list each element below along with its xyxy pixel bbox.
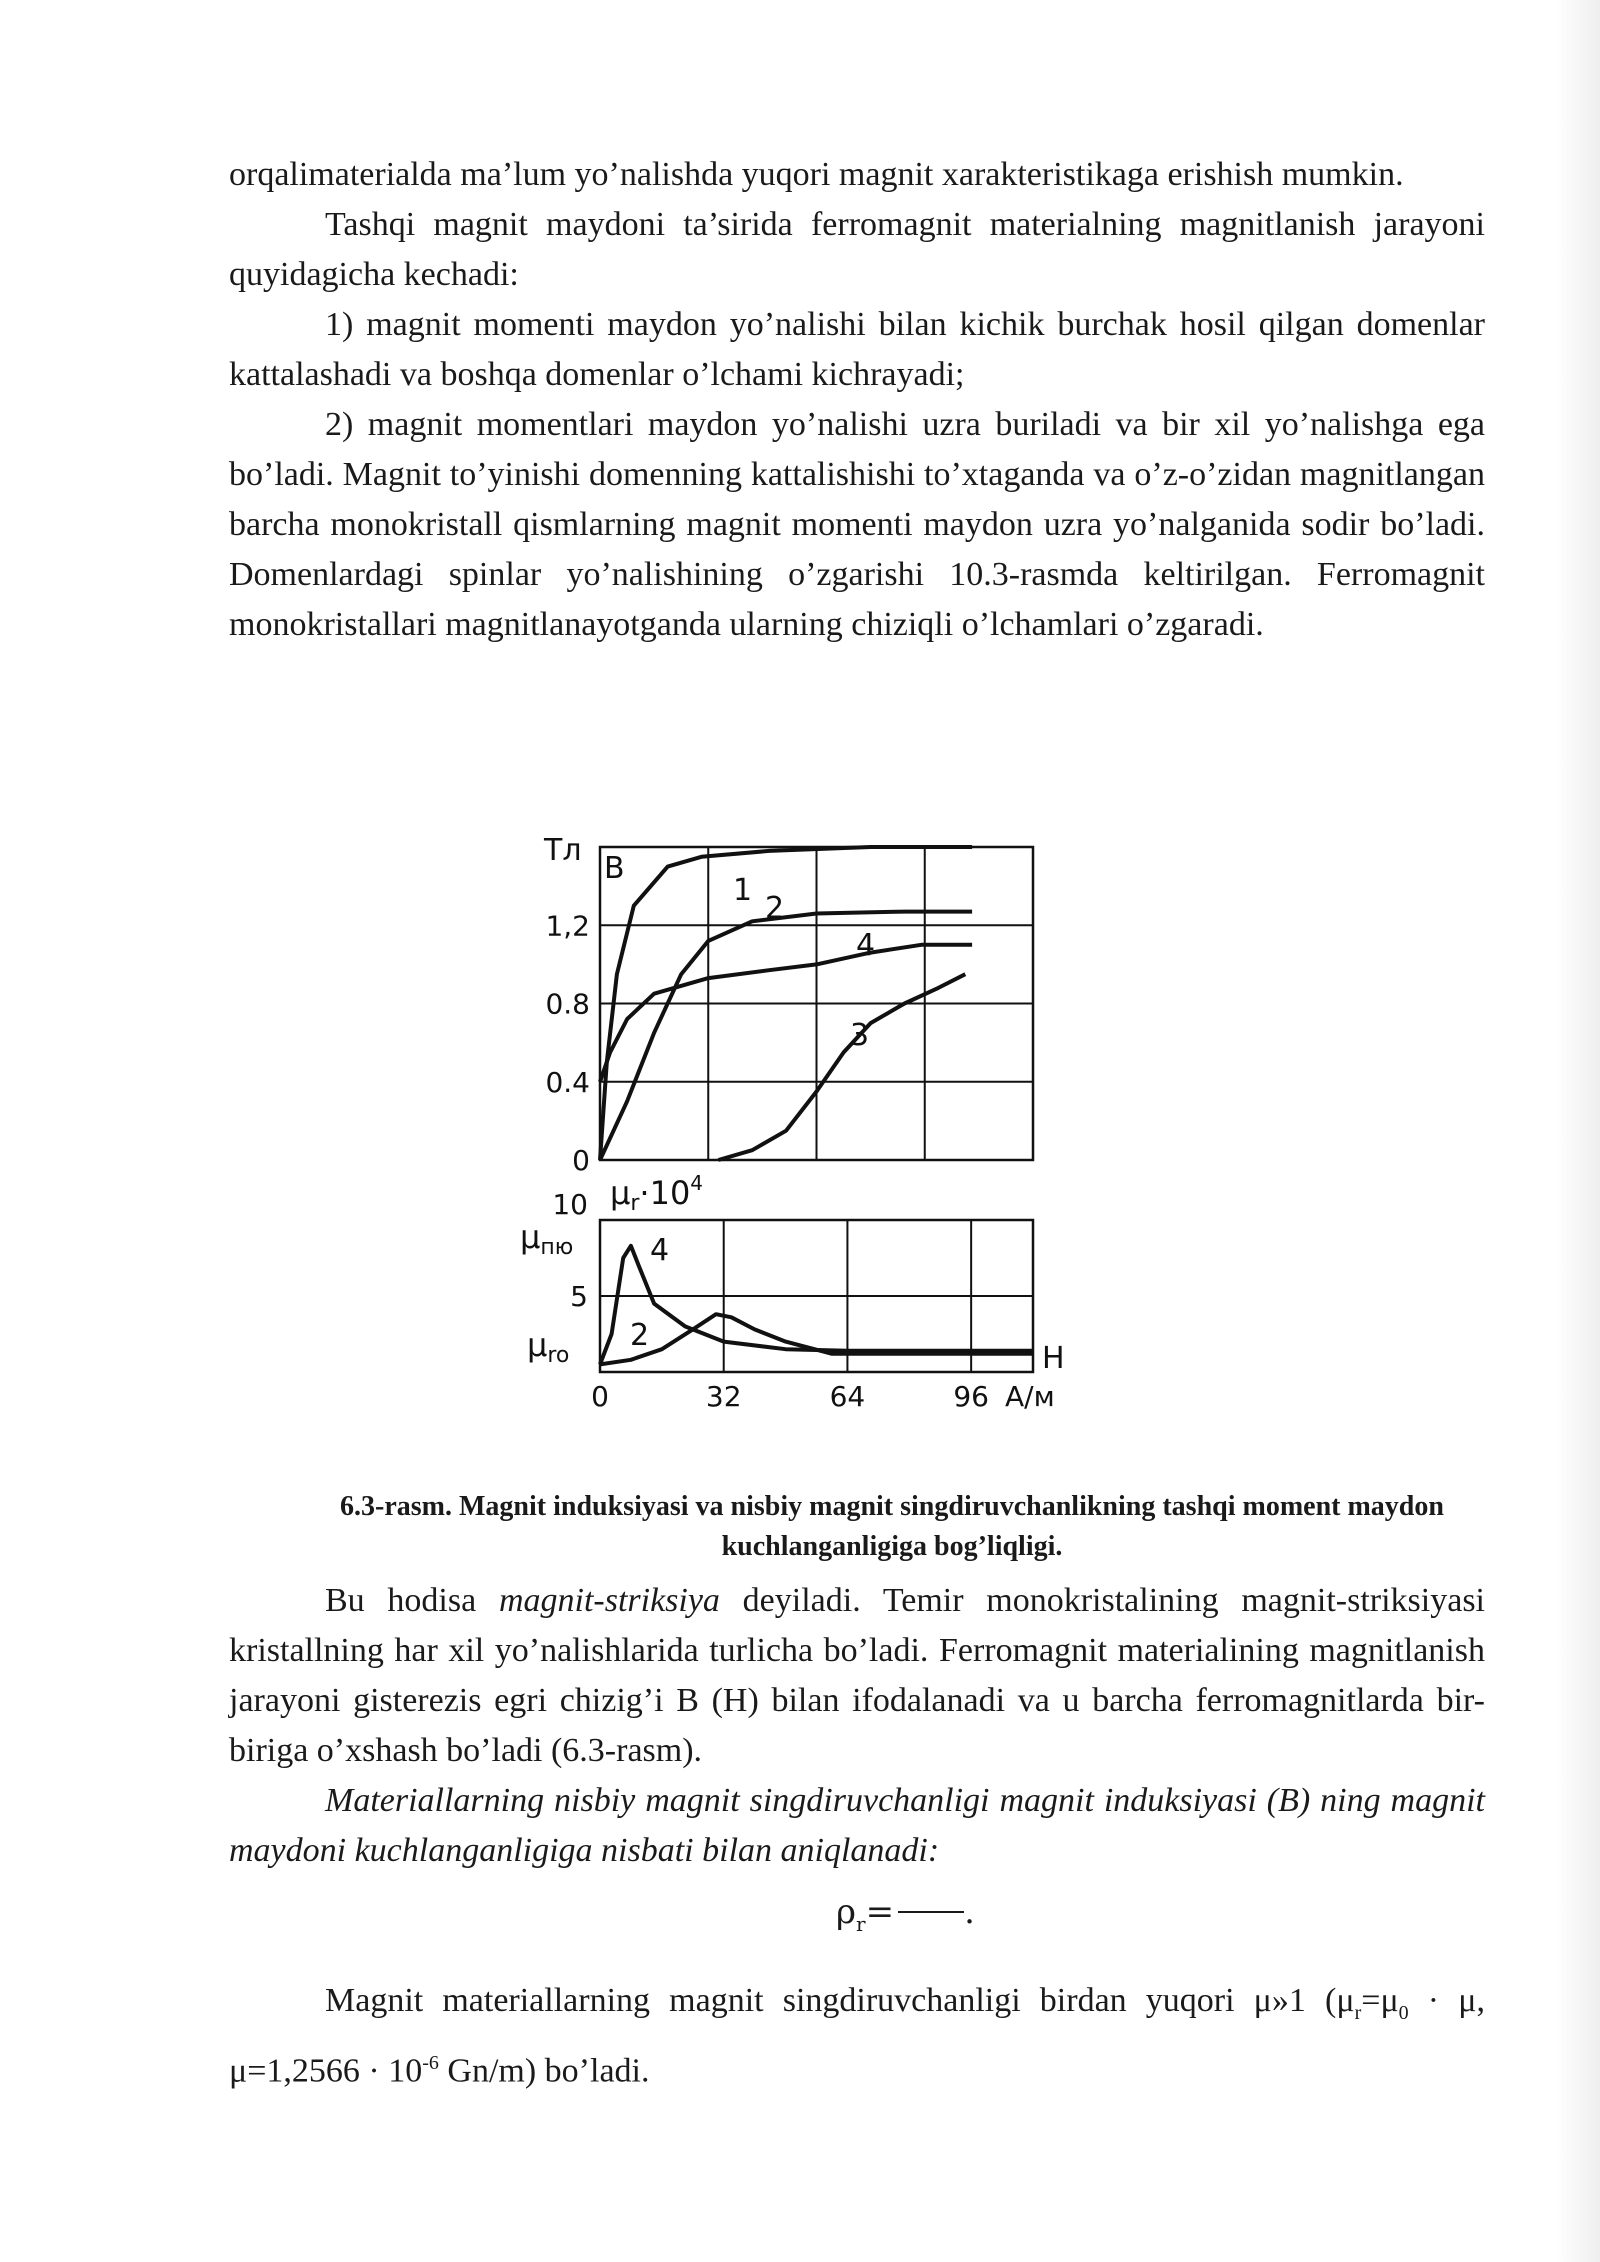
curve-label-2: 2	[765, 891, 785, 926]
paragraph-7: Magnit materiallarning magnit singdiruvchanligi birdan yuqori μ»1 ($\mu_r=\mu_0 \cdot \mu$, $\mu=1,2566 \cdot 10^{-6}$ Gn/m) bo’ladi.	[229, 1982, 1485, 2090]
upper-curve-2	[600, 912, 972, 1160]
paragraph-6: Materiallarning nisbiy magnit singdiruvchanligi magnit induksiyasi (B) ning magnit maydoni kuchlanganligiga nisbati bilan aniqlanadi:	[229, 1782, 1485, 1869]
figure-caption: 6.3-rasm. Magnit induksiyasi va nisbiy magnit singdiruvchanlikning tashqi moment maydon kuchlanganligiga bog’liqligi.	[340, 1491, 1444, 1562]
mu-r-label: $\mu r\cdot 10^4$	[610, 1171, 704, 1216]
lower-x-tick-label: 64	[829, 1380, 866, 1413]
h-unit-label: А/м	[1005, 1380, 1055, 1413]
lower-y-tick-label: 5	[570, 1280, 588, 1313]
lower-x-tick-label: 0	[591, 1380, 609, 1413]
lower-curve-label-2: 2	[630, 1318, 650, 1353]
upper-y-tick-label: 0.8	[545, 987, 590, 1021]
curve-label-3: 3	[850, 1018, 870, 1053]
h-axis-label: H	[1042, 1341, 1065, 1376]
mu-max-label: μпю	[520, 1218, 574, 1260]
paragraph-4: 2) magnit momentlari maydon yo’nalishi uzra buriladi va bir xil yo’nalishga ega bo’ladi. Magnit to’yinishi domenning kattalishishi to’xtaganda va o’z-o’zidan magnitlangan barcha monokristall qismlarning magnit momenti maydon uzra yo’nalganida sodir bo’ladi. Domenlardagi spinlar yo’nalishining o’zgarishi 10.3-rasmda keltirilgan. Ferromagnit monokristallari magnitlanayotganda ularning chiziqli o’lchamlari o’zgaradi.	[229, 406, 1485, 643]
lower-curve-2	[600, 1314, 1033, 1364]
upper-quantity-label: B	[604, 851, 625, 886]
permeability-formula: $\rho_r=$ .	[836, 1892, 975, 1936]
lower-x-tick-label: 96	[953, 1380, 989, 1413]
curve-label-4: 4	[856, 928, 876, 963]
upper-y-tick-label: 0	[572, 1144, 590, 1177]
lower-curve-label-4: 4	[650, 1233, 670, 1268]
upper-y-tick-label: 0.4	[545, 1065, 590, 1099]
top-text-block	[229, 150, 1485, 650]
lower-x-tick-label: 32	[705, 1380, 742, 1413]
fraction-line	[898, 1911, 964, 1913]
paragraph-5: Bu hodisa magnit-striksiya deyiladi. Temir monokristalining magnit-striksiyasi kristallning har xil yo’nalishlarida turlicha bo’ladi. Ferromagnit materialining magnitlanish jarayoni gisterezis egri chizig’i B (H) bilan ifodalanadi va u barcha ferromagnitlarda bir-biriga o’xshash bo’ladi (6.3-rasm).	[229, 1582, 1486, 1769]
figure-magnetization-curves	[500, 820, 1100, 1420]
lower-chart-grid	[552, 1188, 1033, 1413]
upper-unit-label: Тл	[544, 833, 582, 868]
upper-curve-4	[600, 945, 972, 1082]
paragraph-2: Tashqi magnit maydoni ta’sirida ferromagnit materialning magnitlanish jarayoni quyidagicha kechadi:	[229, 206, 1485, 293]
bottom-text-block	[229, 1576, 1485, 2096]
paragraph-1: orqalimaterialda ma’lum yo’nalishda yuqori magnit xarakteristikaga erishish mumkin.	[229, 156, 1404, 193]
upper-y-tick-label: 1,2	[545, 909, 590, 943]
mu-0-label: μro	[527, 1326, 570, 1368]
paragraph-3: 1) magnit momenti maydon yo’nalishi bilan kichik burchak hosil qilgan domenlar kattalashadi va boshqa domenlar o’lchami kichrayadi;	[229, 306, 1485, 393]
curve-label-1: 1	[733, 873, 753, 908]
lower-y-tick-label: 10	[552, 1188, 588, 1221]
upper-curve-3	[718, 974, 965, 1160]
term-magnitostriction: magnit-striksiya	[498, 1582, 720, 1619]
